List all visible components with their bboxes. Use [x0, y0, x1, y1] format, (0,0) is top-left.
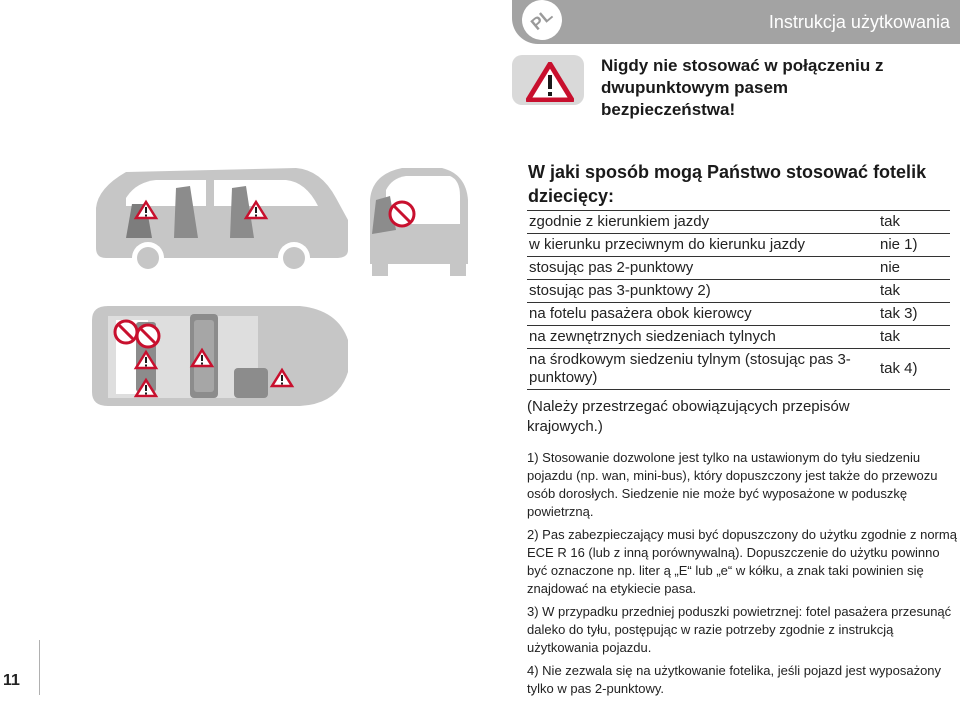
table-row	[527, 257, 950, 280]
option-value: tak 3)	[876, 303, 950, 326]
car-side-view-illustration	[86, 158, 354, 276]
option-label: zgodnie z kierunkiem jazdy	[527, 211, 876, 234]
section-title: W jaki sposób mogą Państwo stosować fotelik dziecięcy:	[528, 162, 927, 206]
car-rear-view-illustration	[362, 160, 474, 278]
footnote-1: 1) Stosowanie dozwolone jest tylko na ustawionym do tyłu siedzeniu pojazdu (np. wan, mini-bus), który dopuszczony jest także do przewozu osób dorosłych. Siedzenie nie może być wyposażone w poduszkę powietrzną.	[527, 450, 938, 519]
table-row	[527, 326, 950, 349]
table-row	[527, 211, 950, 234]
table-row	[527, 349, 950, 390]
option-value: tak	[876, 211, 950, 234]
warning-triangle-icon	[526, 62, 574, 102]
option-label: w kierunku przeciwnym do kierunku jazdy	[527, 234, 876, 257]
footnote-3: 3) W przypadku przedniej poduszki powietrznej: fotel pasażera przesunąć daleko do tyłu, postępując w razie potrzeby zgodnie z instrukcją użytkowania pojazdu.	[527, 604, 952, 655]
option-value: nie	[876, 257, 950, 280]
option-label: na środkowym siedzeniu tylnym (stosując pas 3-punktowy)	[527, 349, 876, 390]
table-row	[527, 234, 950, 257]
option-value: tak 4)	[876, 349, 950, 390]
table-row	[527, 303, 950, 326]
option-value: tak	[876, 326, 950, 349]
footnote-2: 2) Pas zabezpieczający musi być dopuszczony do użytku zgodnie z normą ECE R 16 (lub z inną porównywalną). Dopuszczenie do użytku powinno być oznaczone np. liter ą „E“ lub „e“ w kółku, a znak taki powinien się znajdować na etykiecie pasa.	[527, 527, 957, 596]
option-value: tak	[876, 280, 950, 303]
footnotes	[527, 449, 957, 703]
page-number: 11	[3, 672, 20, 689]
option-label: stosując pas 3-punktowy 2)	[527, 280, 876, 303]
national-regulations-note: (Należy przestrzegać obowiązujących przepisów krajowych.)	[527, 398, 850, 435]
usage-options-table	[527, 210, 950, 390]
option-label: stosując pas 2-punktowy	[527, 257, 876, 280]
option-label: na zewnętrznych siedzeniach tylnych	[527, 326, 876, 349]
warning-text: Nigdy nie stosować w połączeniu z dwupunktowym pasem bezpieczeństwa!	[601, 56, 884, 119]
car-top-view-illustration	[86, 300, 352, 412]
option-value: nie 1)	[876, 234, 950, 257]
footnote-4: 4) Nie zezwala się na użytkowanie fotelika, jeśli pojazd jest wyposażony tylko w pas 2-punktowy.	[527, 663, 942, 696]
table-row	[527, 280, 950, 303]
option-label: na fotelu pasażera obok kierowcy	[527, 303, 876, 326]
margin-divider	[39, 640, 40, 695]
header-title: Instrukcja użytkowania	[768, 12, 950, 32]
language-badge: PL	[514, 0, 570, 48]
